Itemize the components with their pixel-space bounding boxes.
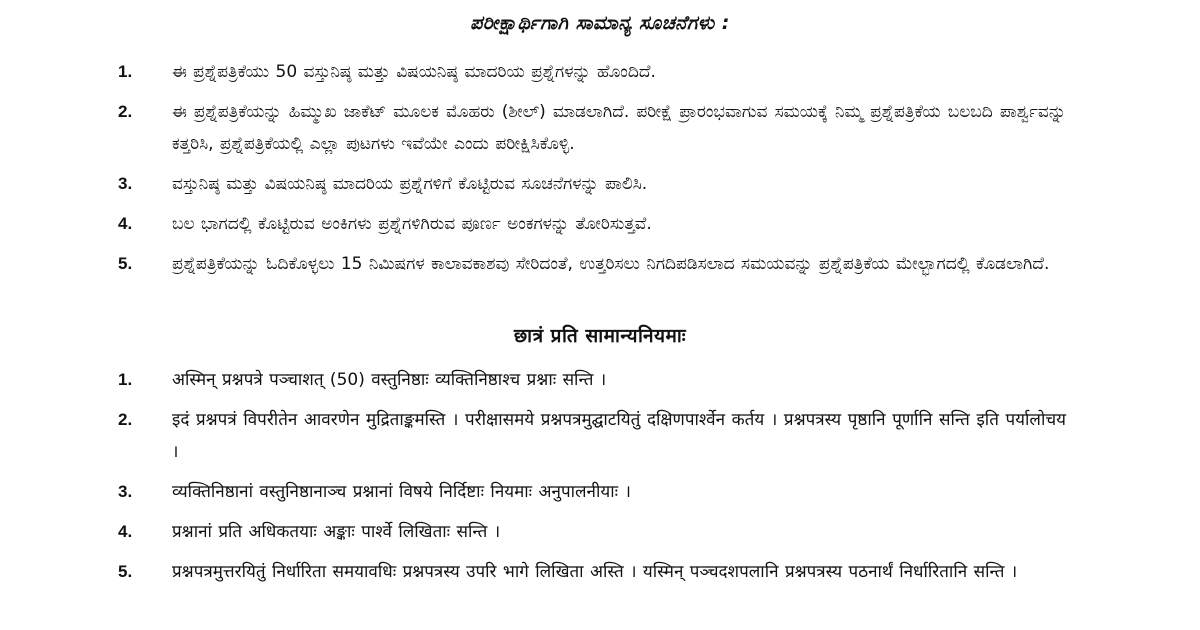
list-item bbox=[0, 364, 1200, 396]
item-number: 1. bbox=[118, 62, 133, 81]
list-item bbox=[0, 56, 1200, 88]
item-text: ಪ್ರಶ್ನೆಪತ್ರಿಕೆಯನ್ನು ಓದಿಕೊಳ್ಳಲು 15 ನಿಮಿಷಗಳ ಕಾಲಾವಕಾಶವು ಸೇರಿದಂತೆ, ಉತ್ತರಿಸಲು ನಿಗದಿಪಡಿಸಲಾದ ಸಮಯವನ್ನು ಪ್ರಶ್ನೆಪತ್ರಿಕೆಯ ಮೇಲ್ಭಾಗದಲ್ಲಿ ಕೊಡಲಾಗಿದೆ. bbox=[172, 254, 1050, 274]
item-text: ಈ ಪ್ರಶ್ನೆಪತ್ರಿಕೆಯು 50 ವಸ್ತುನಿಷ್ಠ ಮತ್ತು ವಿಷಯನಿಷ್ಠ ಮಾದರಿಯ ಪ್ರಶ್ನೆಗಳನ್ನು ಹೊಂದಿದೆ. bbox=[172, 62, 656, 82]
item-number: 3. bbox=[118, 482, 133, 501]
item-number: 4. bbox=[118, 214, 133, 233]
item-number: 3. bbox=[118, 174, 133, 193]
sanskrit-instructions-title: छात्रं प्रति सामान्यनियमाः bbox=[513, 325, 687, 347]
item-text: ಈ ಪ್ರಶ್ನೆಪತ್ರಿಕೆಯನ್ನು ಹಿಮ್ಮುಖ ಜಾಕೆಟ್ ಮೂಲಕ ಮೊಹರು (ಶೀಲ್) ಮಾಡಲಾಗಿದೆ. ಪರೀಕ್ಷೆ ಪ್ರಾರಂಭವಾಗುವ ಸಮಯಕ್ಕೆ ನಿಮ್ಮ ಪ್ರಶ್ನೆಪತ್ರಿಕೆಯ ಬಲಬದಿ ಪಾರ್ಶ್ವವನ್ನು ಕತ್ತರಿಸಿ, ಪ್ರಶ್ನೆಪತ್ರಿಕೆಯಲ್ಲಿ ಎಲ್ಲಾ ಪುಟಗಳು ಇವೆಯೇ ಎಂದು ಪರೀಕ್ಷಿಸಿಕೊಳ್ಳಿ. bbox=[172, 102, 1066, 154]
item-number: 1. bbox=[118, 370, 133, 389]
list-item bbox=[0, 248, 1200, 280]
item-text: ಬಲ ಭಾಗದಲ್ಲಿ ಕೊಟ್ಟಿರುವ ಅಂಕಿಗಳು ಪ್ರಶ್ನೆಗಳಿಗಿರುವ ಪೂರ್ಣ ಅಂಕಗಳನ್ನು ತೋರಿಸುತ್ತವೆ. bbox=[172, 214, 652, 234]
item-number: 5. bbox=[118, 254, 133, 273]
list-item bbox=[0, 208, 1200, 240]
sanskrit-instructions-list bbox=[0, 364, 1200, 596]
list-item bbox=[0, 404, 1200, 468]
item-text: प्रश्नपत्रमुत्तरयितुं निर्धारिता समयावधिः प्रश्नपत्रस्य उपरि भागे लिखिता अस्ति । यस्मिन् पञ्चदशपलानि प्रश्नपत्रस्य पठनार्थं निर्धारितानि सन्ति । bbox=[172, 562, 1018, 582]
item-number: 5. bbox=[118, 562, 133, 581]
list-item bbox=[0, 168, 1200, 200]
item-number: 2. bbox=[118, 410, 133, 429]
kannada-instructions-title: ಪರೀಕ್ಷಾರ್ಥಿಗಾಗಿ ಸಾಮಾನ್ಯ ಸೂಚನೆಗಳು : bbox=[470, 12, 730, 34]
item-number: 4. bbox=[118, 522, 133, 541]
list-item bbox=[0, 516, 1200, 548]
list-item bbox=[0, 476, 1200, 508]
kannada-instructions-list bbox=[0, 56, 1200, 288]
item-text: अस्मिन् प्रश्नपत्रे पञ्चाशत् (50) वस्तुनिष्ठाः व्यक्तिनिष्ठाश्च प्रश्नाः सन्ति । bbox=[172, 370, 607, 390]
item-number: 2. bbox=[118, 102, 133, 121]
item-text: इदं प्रश्नपत्रं विपरीतेन आवरणेन मुद्रिताङ्कमस्ति । परीक्षासमये प्रश्नपत्रमुद्घाटयितुं दक्षिणपार्श्वेन कर्तय । प्रश्नपत्रस्य पृष्ठानि पूर्णानि सन्ति इति पर्यालोचय । bbox=[172, 410, 1066, 462]
item-text: प्रश्नानां प्रति अधिकतयाः अङ्काः पार्श्वे लिखिताः सन्ति । bbox=[172, 522, 501, 542]
list-item bbox=[0, 96, 1200, 160]
item-text: व्यक्तिनिष्ठानां वस्तुनिष्ठानाञ्च प्रश्नानां विषये निर्दिष्टाः नियमाः अनुपालनीयाः । bbox=[172, 482, 631, 502]
list-item bbox=[0, 556, 1200, 588]
item-text: ವಸ್ತುನಿಷ್ಠ ಮತ್ತು ವಿಷಯನಿಷ್ಠ ಮಾದರಿಯ ಪ್ರಶ್ನೆಗಳಿಗೆ ಕೊಟ್ಟಿರುವ ಸೂಚನೆಗಳನ್ನು ಪಾಲಿಸಿ. bbox=[172, 174, 648, 194]
